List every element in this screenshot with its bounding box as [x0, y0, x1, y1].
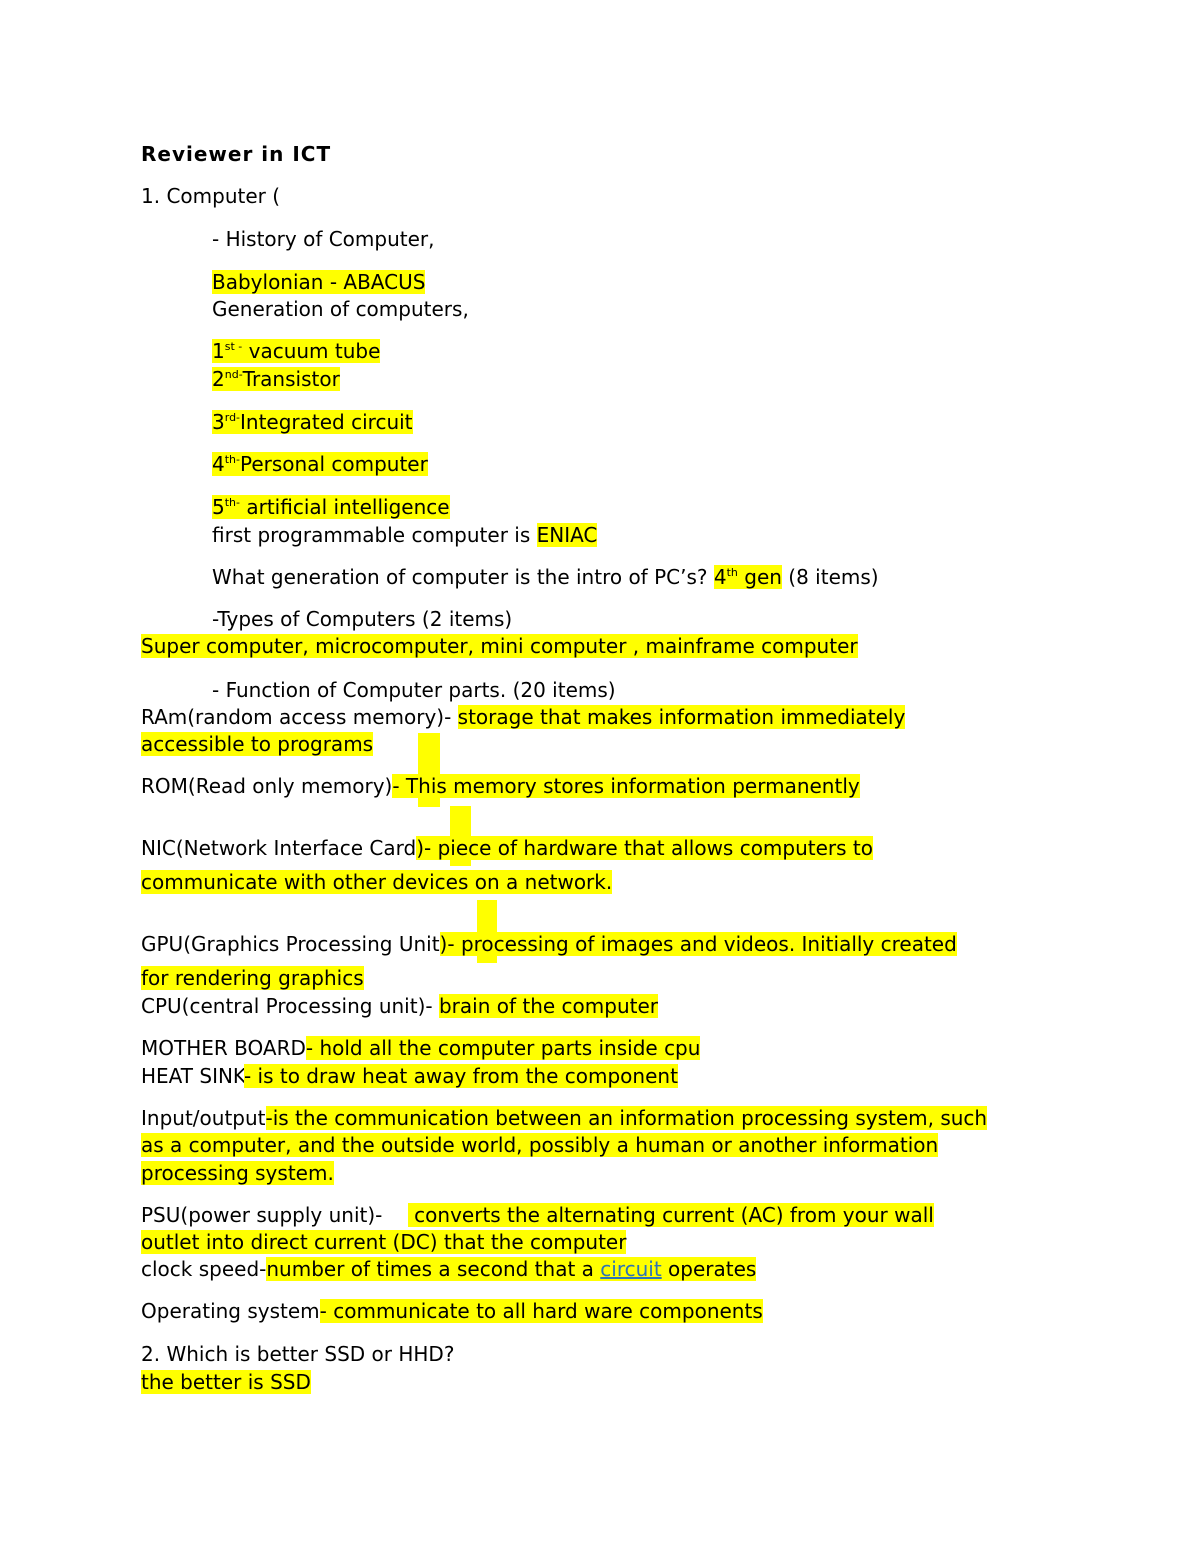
gpu-term: GPU(Graphics Processing Unit	[141, 932, 440, 956]
clock-speed-definition-b: operates	[661, 1257, 757, 1281]
question-1: 1. Computer (	[141, 184, 281, 208]
gen3-number: 3	[212, 410, 225, 434]
motherboard-term: MOTHER BOARD	[141, 1036, 306, 1060]
gpu-definition-1: processing of images and videos. Initially created	[460, 932, 957, 956]
io-line-3	[141, 1160, 334, 1186]
clock-speed-definition-a: number of times a second that a	[266, 1257, 601, 1281]
pc-question-text: What generation of computer is the intro of PC’s?	[212, 565, 714, 589]
clock-speed-line	[141, 1256, 756, 1282]
cpu-definition: brain of the computer	[438, 994, 659, 1018]
os-term: Operating system	[141, 1299, 320, 1323]
ram-line	[141, 704, 905, 730]
nic-line-2	[141, 869, 612, 895]
nic-definition-1: piece of hardware that allows computers to	[437, 836, 874, 860]
rom-line	[141, 773, 860, 799]
pc-answer-text: gen	[737, 565, 782, 589]
io-term: Input/output	[141, 1106, 266, 1130]
gen2-text: Transistor	[242, 367, 340, 391]
pc-answer-number: 4	[713, 565, 727, 589]
io-definition-1: -is the communication between an information processing system, such	[265, 1106, 988, 1130]
psu-term: PSU(power supply unit)-	[141, 1203, 408, 1227]
psu-line-2	[141, 1229, 626, 1255]
heatsink-definition: - is to draw heat away from the component	[243, 1064, 678, 1088]
pc-question	[212, 564, 879, 590]
gen3-suffix: rd-	[224, 411, 241, 424]
generation-heading: Generation of computers,	[212, 297, 469, 321]
question-2: 2. Which is better SSD or HHD?	[141, 1342, 455, 1366]
nic-line	[141, 835, 873, 861]
babylonian-text: Babylonian - ABACUS	[212, 270, 426, 294]
nic-term: NIC(Network Interface Card	[141, 836, 417, 860]
io-line	[141, 1105, 987, 1131]
function-heading: - Function of Computer parts. (20 items)	[212, 678, 616, 702]
motherboard-line	[141, 1035, 700, 1061]
generation-4	[212, 451, 428, 477]
cpu-line	[141, 993, 658, 1019]
history-heading: - History of Computer,	[212, 227, 435, 251]
generation-3	[212, 409, 413, 435]
gen1-suffix: st -	[224, 340, 243, 353]
ram-definition-1: storage that makes information immediately	[457, 705, 906, 729]
gen2-number: 2	[212, 367, 225, 391]
gen2-suffix: nd-	[224, 368, 243, 381]
gen1-number: 1	[212, 339, 225, 363]
pc-answer-suffix: th	[726, 566, 738, 579]
rom-dash: -	[392, 774, 400, 798]
circuit-link[interactable]: circuit	[600, 1257, 662, 1281]
nic-dash: )-	[416, 836, 438, 860]
document-title: Reviewer in ICT	[141, 142, 332, 166]
generation-1	[212, 338, 380, 364]
types-heading: -Types of Computers (2 items)	[212, 607, 513, 631]
io-definition-3: processing system.	[141, 1161, 334, 1185]
gpu-line-2	[141, 965, 364, 991]
pc-question-items: (8 items)	[781, 565, 879, 589]
psu-definition-2: outlet into direct current (DC) that the computer	[141, 1230, 627, 1254]
question-2-answer: the better is SSD	[141, 1370, 311, 1394]
ram-definition-2: accessible to programs	[141, 732, 374, 756]
eniac-answer: ENIAC	[536, 523, 598, 547]
gen1-text: vacuum tube	[242, 339, 381, 363]
psu-definition-1: converts the alternating current (AC) from your wall	[407, 1203, 934, 1227]
generation-2	[212, 366, 340, 392]
gen3-text: Integrated circuit	[240, 410, 413, 434]
io-line-2	[141, 1132, 938, 1158]
gpu-definition-2: for rendering graphics	[141, 966, 364, 990]
gpu-line	[141, 931, 957, 957]
os-definition: - communicate to all hard ware components	[319, 1299, 763, 1323]
gen4-text: Personal computer	[240, 452, 428, 476]
eniac-line	[212, 522, 597, 548]
psu-line	[141, 1202, 934, 1228]
eniac-text: first programmable computer is	[212, 523, 537, 547]
clock-speed-term: clock speed-	[141, 1257, 267, 1281]
rom-term: ROM(Read only memory)	[141, 774, 393, 798]
generation-5	[212, 494, 450, 520]
gpu-dash: )-	[439, 932, 461, 956]
ram-term: RAm(random access memory)-	[141, 705, 458, 729]
motherboard-definition: - hold all the computer parts inside cpu	[305, 1036, 701, 1060]
heatsink-line	[141, 1063, 678, 1089]
gen5-number: 5	[212, 495, 225, 519]
gen5-suffix: th-	[224, 496, 240, 509]
os-line	[141, 1298, 763, 1324]
types-answer: Super computer, microcomputer, mini computer , mainframe computer	[141, 634, 858, 658]
question-2-answer-line	[141, 1369, 311, 1395]
heatsink-term: HEAT SINK	[141, 1064, 244, 1088]
nic-definition-2: communicate with other devices on a network.	[141, 870, 613, 894]
rom-definition: This memory stores information permanently	[399, 774, 860, 798]
gen5-text: artificial intelligence	[240, 495, 450, 519]
ram-line-2	[141, 731, 373, 757]
types-answer-line	[141, 633, 858, 659]
cpu-term: CPU(central Processing unit)-	[141, 994, 439, 1018]
gen4-number: 4	[212, 452, 225, 476]
babylonian-line	[212, 269, 425, 295]
gen4-suffix: th-	[224, 453, 240, 466]
io-definition-2: as a computer, and the outside world, possibly a human or another information	[141, 1133, 939, 1157]
